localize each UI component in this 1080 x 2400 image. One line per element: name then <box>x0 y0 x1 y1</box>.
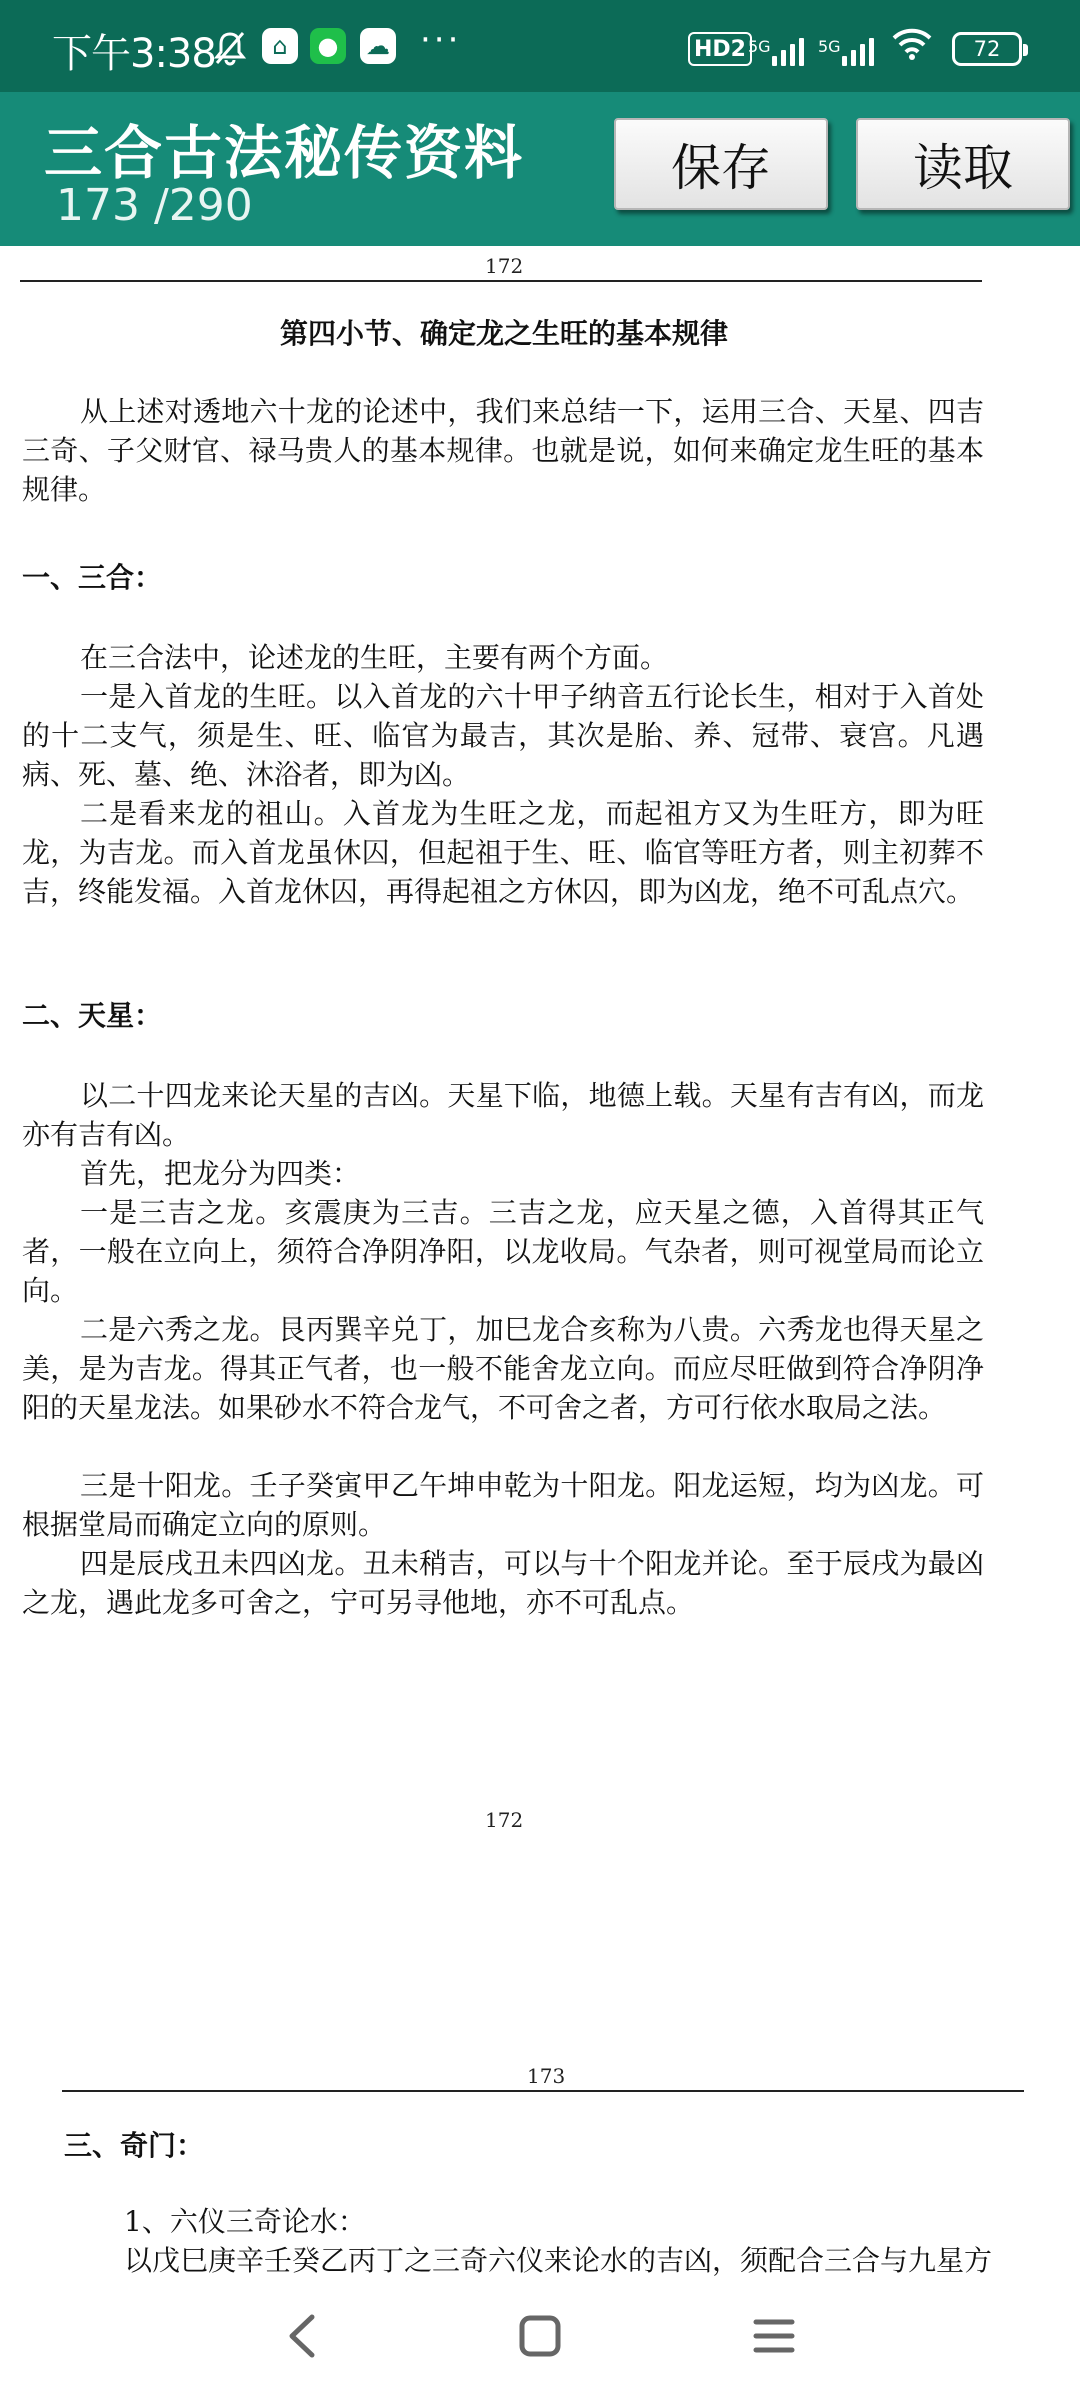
wifi-icon <box>892 24 932 64</box>
status-time: 下午3:38 <box>52 31 216 77</box>
chapter-title: 第四小节、确定龙之生旺的基本规律 <box>279 317 728 350</box>
cloud-app-icon: ☁ <box>360 28 396 64</box>
menu-icon[interactable] <box>734 2296 814 2376</box>
paragraph: 以戊巳庚辛壬癸乙丙丁之三奇六仪来论水的吉凶，须配合三合与九星方 <box>124 2244 993 2276</box>
back-icon[interactable] <box>262 2296 342 2376</box>
paragraph: 首先，把龙分为四类： <box>80 1157 361 1190</box>
paragraph: 一是入首龙的生旺。以入首龙的六十甲子纳音五行论长生，相对于入首处的十二支气，须是生、旺、临官为最吉，其次是胎、养、冠带、衰宫。凡遇病、死、墓、绝、沐浴者，即为凶。 <box>22 680 984 791</box>
hd-badge: HD2 <box>688 32 752 66</box>
more-icon: ··· <box>420 20 462 60</box>
section-heading: 三、奇门： <box>64 2129 205 2162</box>
header-rule <box>62 2090 1024 2092</box>
paragraph: 三是十阳龙。壬子癸寅甲乙午坤申乾为十阳龙。阳龙运短，均为凶龙。可根据堂局而确定立向的原则。 <box>22 1469 984 1541</box>
signal-icon <box>772 36 804 66</box>
app-header <box>0 92 1080 246</box>
bell-off-icon <box>212 28 248 68</box>
status-bar <box>0 0 1080 92</box>
header-rule <box>20 280 982 282</box>
page-number: 173 <box>527 2064 566 2088</box>
page-number: 172 <box>485 1808 524 1832</box>
battery-icon: 72 <box>952 32 1022 66</box>
paragraph: 四是辰戌丑未四凶龙。丑未稍吉，可以与十个阳龙并论。至于辰戌为最凶之龙，遇此龙多可舍之，宁可另寻他地，亦不可乱点。 <box>22 1547 984 1619</box>
network-label: 5G <box>748 36 771 56</box>
page-counter: 173 /290 <box>56 180 253 231</box>
section-heading: 一、三合： <box>22 561 163 594</box>
paragraph: 二是六秀之龙。艮丙巽辛兑丁，加巳龙合亥称为八贵。六秀龙也得天星之美，是为吉龙。得其正气者，也一般不能舍龙立向。而应尽旺做到符合净阴净阳的天星龙法。如果砂水不符合龙气，不可舍之者，方可行依水取局之法。 <box>22 1313 984 1424</box>
paragraph: 以二十四龙来论天星的吉凶。天星下临，地德上载。天星有吉有凶，而龙亦有吉有凶。 <box>22 1079 984 1151</box>
network-label-2: 5G <box>818 36 841 56</box>
home-icon[interactable] <box>500 2296 580 2376</box>
paragraph: 1、六仪三奇论水： <box>124 2205 366 2238</box>
read-button[interactable]: 读取 <box>856 118 1070 210</box>
home-app-icon: ⌂ <box>262 28 298 64</box>
page-number: 172 <box>485 254 524 278</box>
document-viewer[interactable] <box>0 246 1080 2276</box>
save-button[interactable]: 保存 <box>614 118 828 210</box>
wechat-icon: ● <box>310 28 346 64</box>
signal-icon-2 <box>842 36 874 66</box>
paragraph: 二是看来龙的祖山。入首龙为生旺之龙，而起祖方又为生旺方，即为旺龙，为吉龙。而入首龙虽休囚，但起祖于生、旺、临官等旺方者，则主初葬不吉，终能发福。入首龙休囚，再得起祖之方休囚，即为凶龙，绝不可乱点穴。 <box>22 797 984 908</box>
paragraph: 一是三吉之龙。亥震庚为三吉。三吉之龙，应天星之德，入首得其正气者，一般在立向上，须符合净阴净阳，以龙收局。气杂者，则可视堂局而论立向。 <box>22 1196 984 1307</box>
navigation-bar <box>0 2276 1080 2400</box>
paragraph: 在三合法中，论述龙的生旺，主要有两个方面。 <box>80 641 669 674</box>
paragraph: 从上述对透地六十龙的论述中，我们来总结一下，运用三合、天星、四吉三奇、子父财官、禄马贵人的基本规律。也就是说，如何来确定龙生旺的基本规律。 <box>22 395 984 506</box>
page-title: 三合古法秘传资料 <box>44 119 525 187</box>
section-heading: 二、天星： <box>22 999 163 1032</box>
